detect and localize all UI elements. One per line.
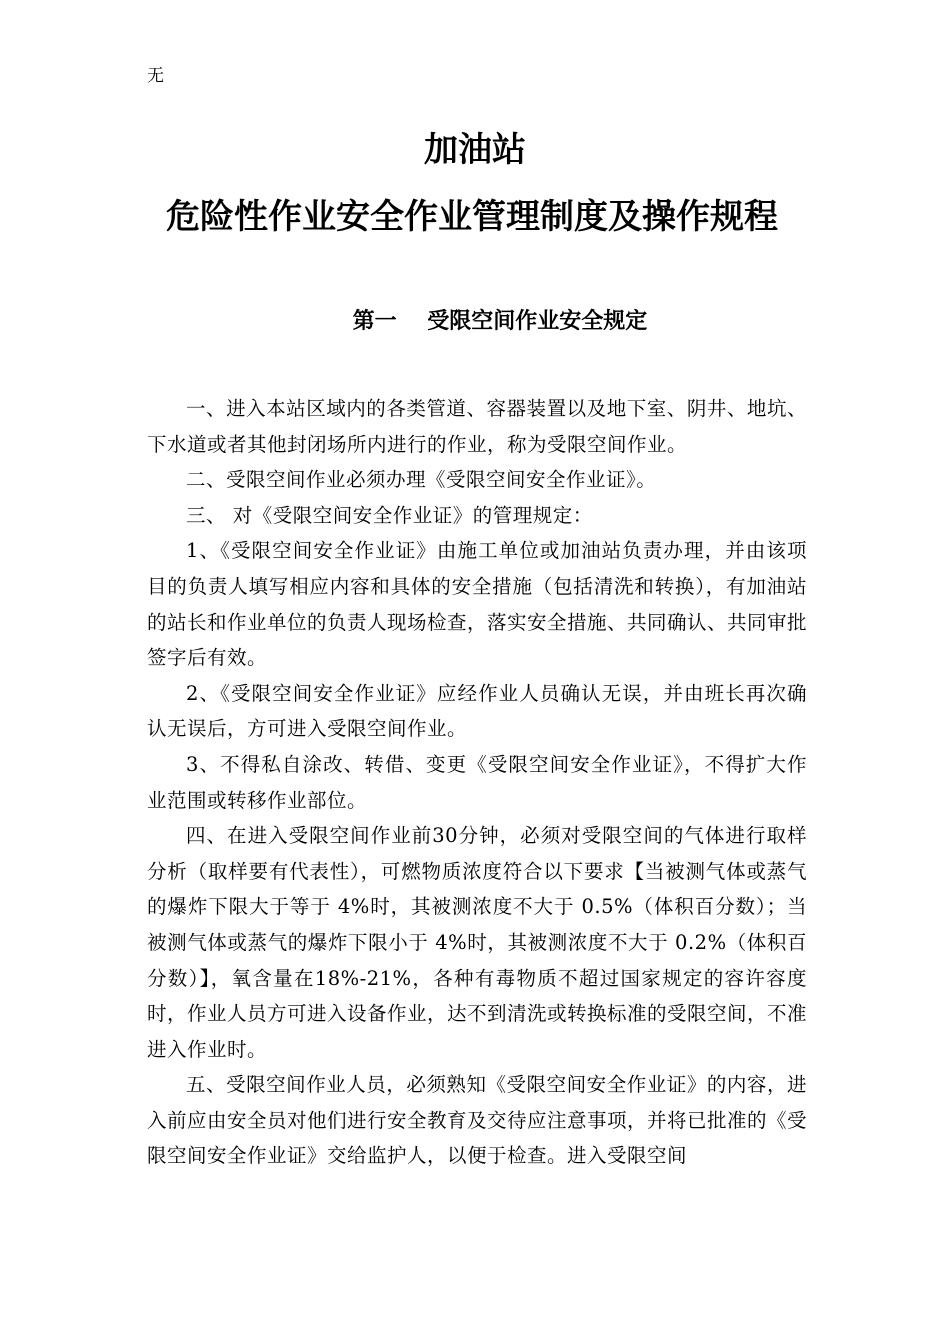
paragraph: 1、《受限空间安全作业证》由施工单位或加油站负责办理，并由该项目的负责人填写相应内容和具体的安全措施（包括清洗和转换），有加油站的站长和作业单位的负责人现场检查，落实安全措施、共同确认、共同审批签字后有效。: [147, 539, 808, 670]
section-heading: 第一 受限空间作业安全规定: [352, 309, 648, 334]
paragraph: 2、《受限空间安全作业证》应经作业人员确认无误，并由班长再次确认无误后，方可进入受限空间作业。: [147, 681, 807, 741]
paragraph: 二、受限空间作业必须办理《受限空间安全作业证》。: [186, 468, 657, 492]
document-body: [147, 391, 807, 1174]
paragraph: 五、受限空间作业人员，必须熟知《受限空间安全作业证》的内容，进入前应由安全员对他们进行安全教育及交待应注意事项，并将已批准的《受限空间安全作业证》交给监护人，以便于检查。进入受限空间: [147, 1073, 808, 1168]
paragraph: 四、在进入受限空间作业前30分钟，必须对受限空间的气体进行取样分析（取样要有代表性），可燃物质浓度符合以下要求【当被测气体或蒸气的爆炸下限大于等于 4%时，其被测浓度不大于 0.5%（体积百分数）；当被测气体或蒸气的爆炸下限小于 4%时，其被测浓度不大于 0.2%（体积百分数）】，氧含量在18%-21%，各种有毒物质不超过国家规定的容许容度时，作业人员方可进入设备作业，达不到清洗或转换标准的受限空间，不准进入作业时。: [147, 824, 808, 1061]
paragraph: 三、 对《受限空间安全作业证》的管理规定：: [186, 503, 593, 527]
header-mark: 无: [147, 66, 164, 86]
paragraph: 3、不得私自涂改、转借、变更《受限空间安全作业证》，不得扩大作业范围或转移作业部位。: [147, 752, 807, 812]
document-title: 加油站: [424, 130, 526, 170]
paragraph: 一、进入本站区域内的各类管道、容器装置以及地下室、阴井、地坑、下水道或者其他封闭场所内进行的作业，称为受限空间作业。: [147, 397, 807, 456]
document-subtitle: 危险性作业安全作业管理制度及操作规程: [166, 197, 778, 237]
